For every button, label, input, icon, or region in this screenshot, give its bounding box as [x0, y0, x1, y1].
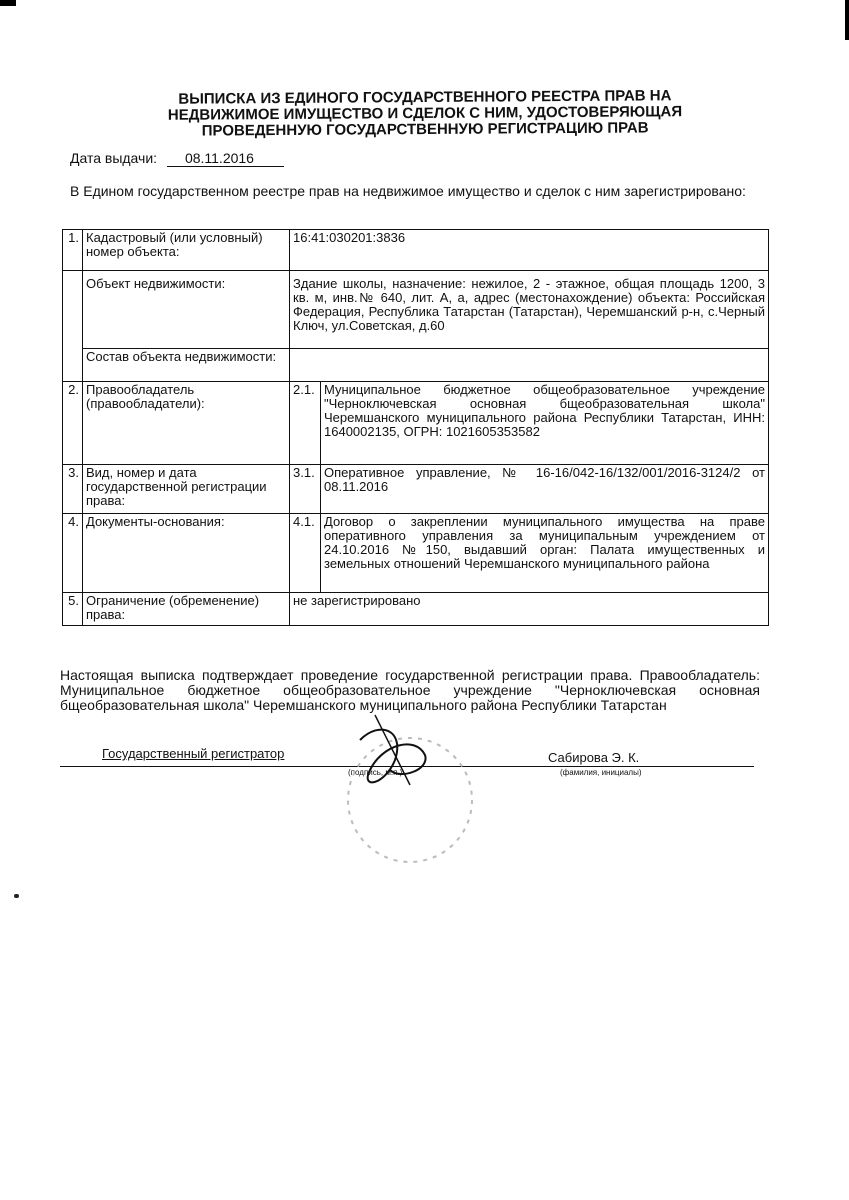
table-row [63, 465, 769, 514]
property-composition-value [290, 349, 769, 382]
sub-number: 3.1. [290, 465, 321, 514]
right-holder-label: Правообладатель (правообладатели): [83, 382, 290, 465]
title-line-2: НЕДВИЖИМОЕ ИМУЩЕСТВО И СДЕЛОК С НИМ, УДОСТОВЕРЯЮЩАЯ [167, 103, 683, 124]
issue-date-label: Дата выдачи: [70, 150, 158, 166]
sub-number: 4.1. [290, 514, 321, 593]
name-caption: (фамилия, инициалы) [560, 768, 642, 777]
signature-scribble [360, 730, 426, 783]
cadastral-number-value: 16:41:030201:3836 [290, 230, 769, 271]
table-row [63, 593, 769, 626]
row-number: 5. [63, 593, 83, 626]
property-object-value: Здание школы, назначение: нежилое, 2 - этажное, общая площадь 1200, 3 кв. м, инв.№ 640, лит. А, а, адрес (местонахождение) объекта: Российская Федерация, Республика Татарстан (Татарстан), Черемшанский р-н, с.Черный Ключ, ул.Советская, д.60 [290, 271, 769, 349]
basis-documents-value: Договор о закреплении муниципального имущества на праве оперативного управления за муниципальным учреждением от 24.10.2016 №150, выдавший орган: Палата имущественных и земельных отношений Черемшанского муниципального района [321, 514, 769, 593]
table-row [63, 271, 769, 349]
row-number: 3. [63, 465, 83, 514]
row-number: 4. [63, 514, 83, 593]
signature-stroke [375, 715, 410, 785]
footer-statement: Настоящая выписка подтверждает проведение государственной регистрации права. Правообладатель: Муниципальное бюджетное общеобразовательное учреждение "Черноключевская основная бщеобразовательная школа" Черемшанского муниципального района Республики Татарстан [60, 667, 760, 713]
registration-type-label: Вид, номер и дата государственной регистрации права: [83, 465, 290, 514]
cadastral-number-label: Кадастровый (или условный) номер объекта: [83, 230, 290, 271]
encumbrance-label: Ограничение (обременение) права: [83, 593, 290, 626]
right-holder-value: Муниципальное бюджетное общеобразовательное учреждение "Черноключевская основная бщеобразовательная школа" Черемшанского муниципального района Республики Татарстан, ИНН: 1640002135, ОГРН: 1021605353582 [321, 382, 769, 465]
title-line-3: ПРОВЕДЕННУЮ ГОСУДАРСТВЕННУЮ РЕГИСТРАЦИЮ ПРАВ [201, 119, 649, 140]
row-number: 2. [63, 382, 83, 465]
property-object-label: Объект недвижимости: [83, 271, 290, 349]
stamp-and-signature-icon [330, 700, 490, 870]
issue-date-value: 08.11.2016 [167, 150, 284, 167]
registrar-name: Сабирова Э. К. [548, 750, 640, 765]
sub-number: 2.1. [290, 382, 321, 465]
table-row [63, 382, 769, 465]
registration-type-value: Оперативное управление, № 16-16/042-16/132/001/2016-3124/2 от 08.11.2016 [321, 465, 769, 514]
registry-table [62, 229, 769, 626]
table-row [63, 514, 769, 593]
registrar-label: Государственный регистратор [102, 746, 285, 761]
table-row [63, 230, 769, 271]
title-line-1: ВЫПИСКА ИЗ ЕДИНОГО ГОСУДАРСТВЕННОГО РЕЕСТРА ПРАВ НА [178, 87, 672, 108]
issue-date-line [70, 150, 284, 167]
encumbrance-value: не зарегистрировано [290, 593, 769, 626]
signature-caption: (подпись, м.п.) [348, 768, 403, 777]
property-composition-label: Состав объекта недвижимости: [83, 349, 290, 382]
faint-stamp-circle [348, 738, 472, 862]
intro-text: В Едином государственном реестре прав на недвижимое имущество и сделок с ним зарегистрировано: [70, 183, 746, 199]
scan-speck [14, 894, 19, 898]
scan-corner-top-left [0, 0, 16, 6]
table-row [63, 349, 769, 382]
row-number: 1. [63, 230, 83, 271]
basis-documents-label: Документы-основания: [83, 514, 290, 593]
scan-corner-top-right [845, 0, 849, 40]
document-title [100, 88, 750, 141]
